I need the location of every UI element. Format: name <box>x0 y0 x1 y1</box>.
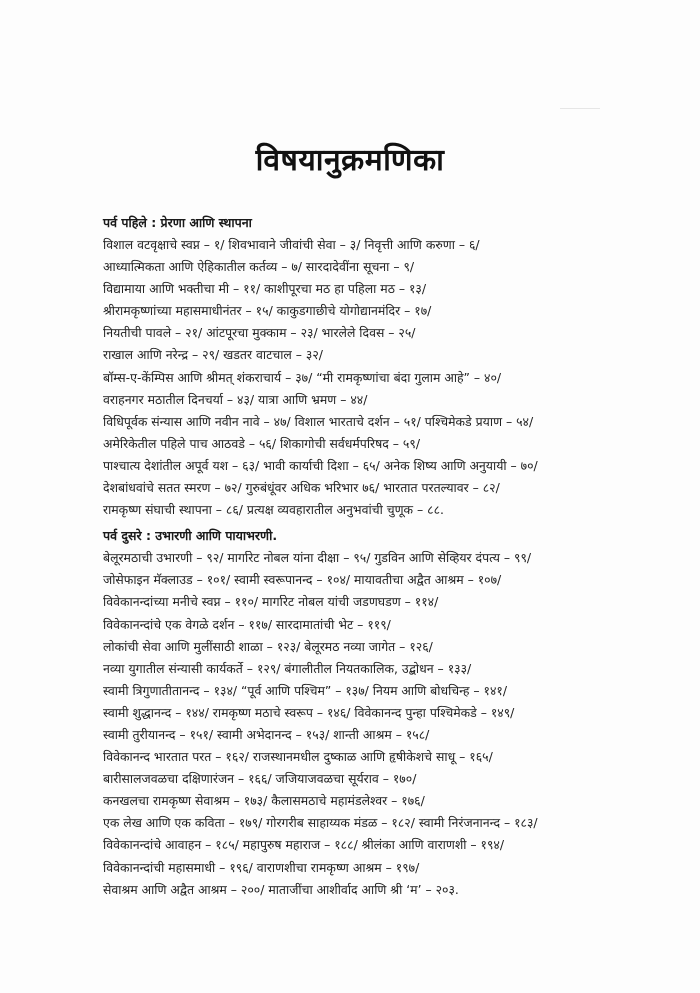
toc-line: विधिपूर्वक संन्यास आणि नवीन नावे – ४७/ विशाल भारताचे दर्शन – ५१/ पश्चिमेकडे प्रयाण – ५४/ <box>103 413 534 429</box>
section-heading: पर्व पहिले : प्रेरणा आणि स्थापना <box>103 215 252 230</box>
section-part-two <box>103 525 688 901</box>
toc-line: विवेकानन्दांची महासमाधी – १९६/ वाराणशीचा रामकृष्ण आश्रम – १९७/ <box>103 859 420 875</box>
toc-line: स्वामी तुरीयानन्द – १५१/ स्वामी अभेदानन्द – १५३/ शान्ती आश्रम – १५८/ <box>103 726 430 742</box>
toc-line: नव्या युगातील संन्यासी कार्यकर्ते – १२९/ बंगालीतील नियतकालिक, उद्बोधन – १३३/ <box>103 660 472 676</box>
toc-line: सेवाश्रम आणि अद्वैत आश्रम – २००/ माताजींचा आशीर्वाद आणि श्री ‘म’ – २०३. <box>103 881 459 897</box>
toc-line: एक लेख आणि एक कविता – १७९/ गोरगरीब साहाय्यक मंडळ – १८२/ स्वामी निरंजनानन्द – १८३/ <box>103 815 538 831</box>
page-title: विषयानुक्रमणिका <box>255 143 445 178</box>
toc-line: देशबांधवांचे सतत स्मरण – ७२/ गुरुबंधूंवर अधिक भरिभार ७६/ भारतात परतल्यावर – ८२/ <box>103 480 500 496</box>
section-part-one <box>103 212 688 521</box>
toc-line: नियतीची पावले – २१/ आंटपूरचा मुक्काम – २३/ भारलेले दिवस – २५/ <box>103 325 416 341</box>
toc-line: विवेकानन्दांचे एक वेगळे दर्शन – ११७/ सारदामातांची भेट – ११९/ <box>103 616 391 632</box>
toc-line: अमेरिकेतील पहिले पाच आठवडे – ५६/ शिकागोची सर्वधर्मपरिषद – ५९/ <box>103 435 420 451</box>
toc-line: जोसेफाइन मॅक्लाउड – १०१/ स्वामी स्वरूपानन्द – १०४/ मायावतीचा अद्वैत आश्रम – १०७/ <box>103 572 502 588</box>
toc-line: विवेकानन्दांच्या मनीचे स्वप्न – ११०/ मार्गारेट नोबल यांची जडणघडण – ११४/ <box>103 594 439 610</box>
toc-line: आध्यात्मिकता आणि ऐहिकातील कर्तव्य – ७/ सारदादेवींना सूचना – ९/ <box>103 259 415 275</box>
toc-line: पाश्चात्य देशांतील अपूर्व यश – ६३/ भावी कार्याची दिशा – ६५/ अनेक शिष्य आणि अनुयायी – ७०/ <box>103 457 538 473</box>
toc-line: विशाल वटवृक्षाचे स्वप्न – १/ शिवभावाने जीवांची सेवा – ३/ निवृत्ती आणि करुणा – ६/ <box>103 237 480 252</box>
section-heading: पर्व दुसरे : उभारणी आणि पायाभरणी. <box>103 528 278 544</box>
toc-line: विवेकानन्द भारतात परत – १६२/ राजस्थानमधील दुष्काळ आणि हृषीकेशचे साधू – १६५/ <box>103 749 493 765</box>
toc-line: श्रीरामकृष्णांच्या महासमाधीनंतर – १५/ काकुडगाछीचे योगोद्यानमंदिर – १७/ <box>103 303 432 319</box>
toc-line: कनखलचा रामकृष्ण सेवाश्रम – १७३/ कैलासमठाचे महामंडलेश्वर – १७६/ <box>103 793 425 809</box>
toc-line: वराहनगर मठातील दिनचर्या – ४३/ यात्रा आणि भ्रमण – ४४/ <box>103 391 368 407</box>
toc-line: स्वामी त्रिगुणातीतानन्द – १३४/ “पूर्व आणि पश्चिम” – १३७/ नियम आणि बोधचिन्ह – १४१/ <box>103 682 508 698</box>
scan-mark <box>560 108 600 109</box>
toc-line: विवेकानन्दांचे आवाहन – १८५/ महापुरुष महाराज – १८८/ श्रीलंका आणि वाराणशी – १९४/ <box>103 837 505 853</box>
toc-line: लोकांची सेवा आणि मुलींसाठी शाळा – १२३/ बेलूरमठ नव्या जागेत – १२६/ <box>103 638 433 654</box>
toc-line: स्वामी शुद्धानन्द – १४४/ रामकृष्ण मठाचे स्वरूप – १४६/ विवेकानन्द पुन्हा पश्चिमेकडे – १४९/ <box>103 704 515 720</box>
toc-line: बॉम्स-ए-केंम्पिस आणि श्रीमत् शंकराचार्य – ३७/ “मी रामकृष्णांचा बंदा गुलाम आहे” – ४०/ <box>103 369 502 385</box>
toc-line: विद्यामाया आणि भक्तीचा मी – ११/ काशीपूरचा मठ हा पहिला मठ – १३/ <box>103 281 427 297</box>
toc-line: बारीसालजवळचा दक्षिणारंजन – १६६/ जजियाजवळचा सूर्यराव – १७०/ <box>103 771 417 787</box>
toc-line: राखाल आणि नरेन्द्र – २९/ खडतर वाटचाल – ३२/ <box>103 347 323 363</box>
toc-line: बेलूरमठाची उभारणी – ९२/ मार्गारेट नोबल यांना दीक्षा – ९५/ गुडविन आणि सेव्हियर दंपत्य – ९९/ <box>103 550 532 566</box>
table-of-contents <box>103 212 688 901</box>
toc-line: रामकृष्ण संघाची स्थापना – ८६/ प्रत्यक्ष व्यवहारातील अनुभवांची चुणूक – ८८. <box>103 502 444 518</box>
